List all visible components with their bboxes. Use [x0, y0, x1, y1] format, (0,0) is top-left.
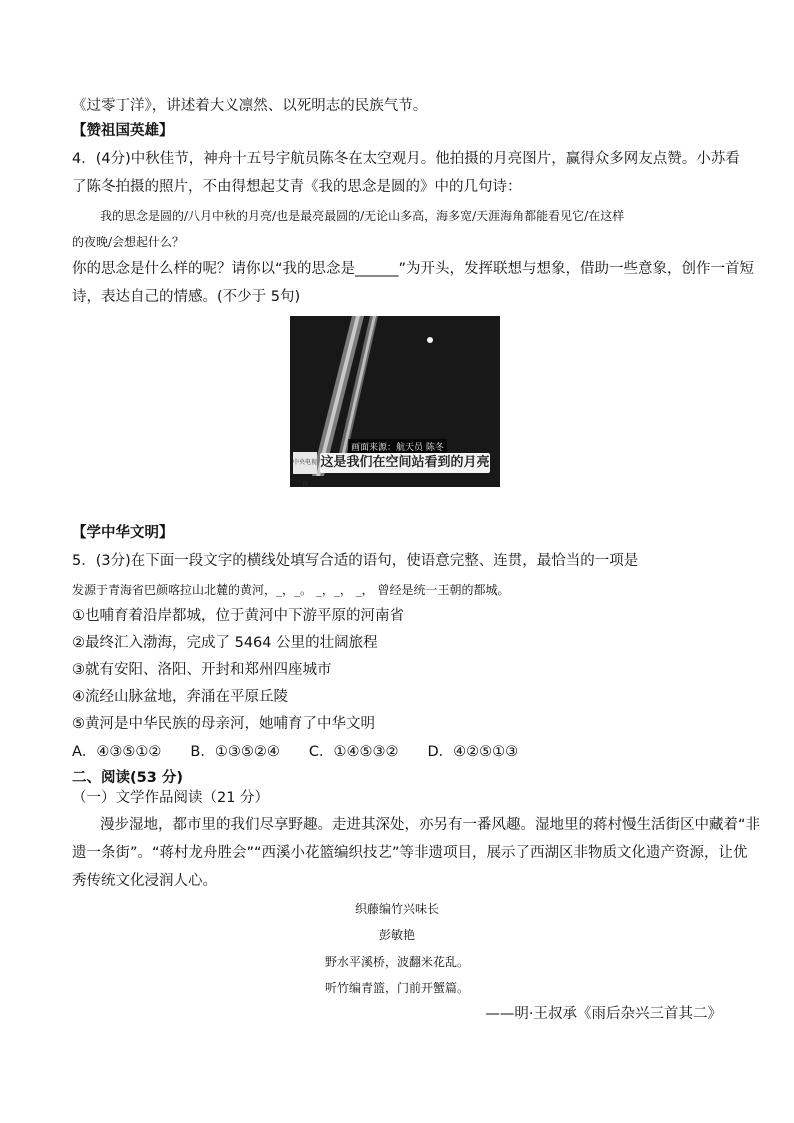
paragraph-line-3: 秀传统文化浸润人心。	[72, 873, 217, 889]
poem-verse-1: 野水平溪桥，波翻米花乱。	[324, 955, 469, 969]
poem-verse-2: 听竹编青篮，门前开蟹篇。	[324, 981, 469, 995]
text-line: 《过零丁洋》，讲述着大义凛然、以死明志的民族气节。	[72, 98, 428, 114]
question-4-line-2: 了陈冬拍摄的照片，不由得想起艾青《我的思念是圆的》中的几句诗：	[72, 179, 522, 195]
paragraph-line-2: 遗一条街”。“蒋村龙舟胜会”“西溪小花篮编织技艺”等非遗项目，展示了西湖区非物质文化遗产资源，让优	[72, 845, 748, 861]
option-5: ⑤黄河是中华民族的母亲河，她哺育了中华文明	[72, 716, 375, 732]
photo-subtitle: 这是我们在空间站看到的月亮	[320, 453, 490, 473]
subsection-literary-reading: （一）文学作品阅读（21 分）	[72, 790, 270, 806]
option-2: ②最终汇入渤海，完成了 5464 公里的壮阔旅程	[72, 635, 378, 651]
tv-logo: 中央电视台	[293, 452, 317, 474]
poem-excerpt-line-1: 我的思念是圆的/八月中秋的月亮/也是最亮最圆的/无论山多高，海多宽/天涯海角都能看见它/在这样	[100, 209, 625, 223]
question-4-line-4: 诗，表达自己的情感。(不少于 5句)	[72, 289, 301, 305]
option-1: ①也哺育着沿岸都城，位于黄河中下游平原的河南省	[72, 608, 404, 624]
option-4: ④流经山脉盆地，奔涌在平原丘陵	[72, 689, 288, 705]
paragraph-line-1: 漫步湿地，都市里的我们尽享野趣。走进其深处，亦另有一番风趣。湿地里的蒋村慢生活街区中藏着“非	[100, 817, 761, 833]
moon-photo	[290, 316, 500, 487]
photo-source-caption: 画面来源：航天员 陈冬	[348, 439, 447, 454]
section-heading-heroes: 【赞祖国英雄】	[72, 123, 174, 139]
answer-choices: A．④③⑤①② B．①③⑤②④ C．①④⑤③② D．④②⑤①③	[72, 744, 519, 760]
poem-source: ——明·王叔承《雨后杂兴三首其二》	[485, 1006, 722, 1022]
question-5-sentence: 发源于青海省巴颜喀拉山北麓的黄河，_，_。 _，_， _， 曾经是统一王朝的都城。	[72, 583, 510, 597]
poem-excerpt-line-2: 的夜晚/会想起什么？	[72, 235, 185, 249]
article-author: 彭敏艳	[378, 928, 415, 942]
option-3: ③就有安阳、洛阳、开封和郑州四座城市	[72, 662, 332, 678]
section-heading-civilization: 【学中华文明】	[72, 525, 174, 541]
question-4-line-1: 4．(4分)中秋佳节，神舟十五号宇航员陈冬在太空观月。他拍摄的月亮图片，赢得众多网友点赞。小苏看	[72, 151, 740, 167]
section-reading-heading: 二、阅读(53 分)	[72, 770, 183, 786]
question-5-stem: 5．(3分)在下面一段文字的横线处填写合适的语句，使语意完整、连贯，最恰当的一项是	[72, 553, 639, 569]
article-title: 织藤编竹兴味长	[354, 902, 439, 916]
question-4-line-3: 你的思念是什么样的呢？请你以“我的思念是______”为开头，发挥联想与想象，借助一些意象，创作一首短	[72, 261, 755, 277]
